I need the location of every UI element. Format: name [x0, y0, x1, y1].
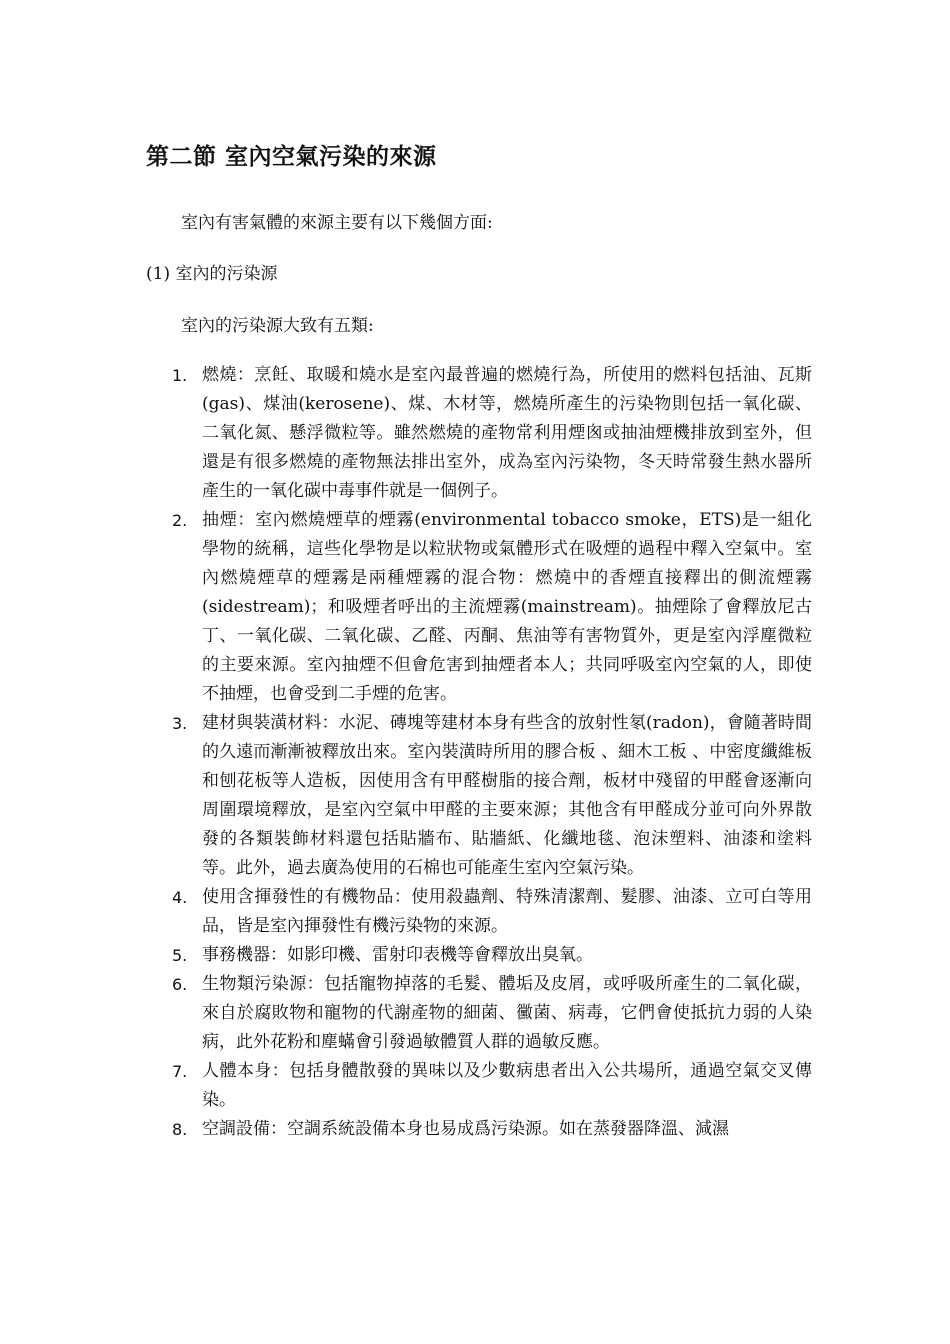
intro-paragraph: 室內有害氣體的來源主要有以下幾個方面:	[181, 213, 493, 233]
section-title: 第二節 室內空氣污染的來源	[146, 143, 437, 170]
list-item-text: 事務機器：如影印機、雷射印表機等會釋放出臭氧。	[202, 945, 593, 965]
pollution-source-list	[172, 361, 812, 1144]
list-item	[172, 1115, 812, 1144]
list-item	[172, 506, 812, 709]
list-item-number: 1.	[172, 366, 188, 385]
list-item-number: 2.	[172, 511, 188, 530]
list-item-number: 8.	[172, 1120, 188, 1139]
list-item-text: 抽煙：室內燃燒煙草的煙霧(environmental tobacco smoke，ETS)是一組化學物的統稱，這些化學物是以粒狀物或氣體形式在吸煙的過程中釋入空氣中。室內燃燒煙草的煙霧是兩種煙霧的混合物：燃燒中的香煙直接釋出的側流煙霧(sidestream)；和吸煙者呼出的主流煙霧(mainstream)。抽煙除了會釋放尼古丁、一氧化碳、二氧化碳、乙醛、丙酮、焦油等有害物質外，更是室內浮塵微粒的主要來源。室內抽煙不但會危害到抽煙者本人；共同呼吸室內空氣的人，即使不抽煙，也會受到二手煙的危害。	[202, 510, 812, 704]
list-item-number: 5.	[172, 946, 188, 965]
list-item	[172, 970, 812, 1057]
subsection-intro: 室內的污染源大致有五類:	[181, 316, 374, 336]
list-item-text: 燃燒：烹飪、取暖和燒水是室內最普遍的燃燒行為，所使用的燃料包括油、瓦斯(gas)、煤油(kerosene)、煤、木材等，燃燒所產生的污染物則包括一氧化碳、二氧化氮、懸浮微粒等。雖然燃燒的產物常利用煙囪或抽油煙機排放到室外，但還是有很多燃燒的產物無法排出室外，成為室內污染物，冬天時常發生熱水器所產生的一氧化碳中毒事件就是一個例子。	[202, 365, 812, 501]
list-item	[172, 361, 812, 506]
subsection-heading: (1) 室內的污染源	[146, 264, 278, 284]
list-item-text: 使用含揮發性的有機物品：使用殺蟲劑、特殊清潔劑、髮膠、油漆、立可白等用品，皆是室內揮發性有機污染物的來源。	[202, 887, 812, 936]
list-item-number: 4.	[172, 888, 188, 907]
list-item-text: 建材與裝潢材料：水泥、磚塊等建材本身有些含的放射性氡(radon)，會隨著時間的久遠而漸漸被釋放出來。室內裝潢時所用的膠合板 、細木工板 、中密度纖維板和刨花板等人造板，因使用含有甲醛樹脂的接合劑，板材中殘留的甲醛會逐漸向周圍環境釋放，是室內空氣中甲醛的主要來源；其他含有甲醛成分並可向外界散發的各類裝飾材料還包括貼牆布、貼牆紙、化纖地毯、泡沫塑料、油漆和塗料等。此外，過去廣為使用的石棉也可能產生室內空氣污染。	[202, 713, 812, 878]
list-item	[172, 941, 812, 970]
list-item	[172, 883, 812, 941]
list-item-text: 人體本身：包括身體散發的異味以及少數病患者出入公共場所，通過空氣交叉傳染。	[202, 1061, 812, 1110]
list-item	[172, 1057, 812, 1115]
list-item-number: 6.	[172, 975, 188, 994]
list-item-number: 3.	[172, 714, 188, 733]
list-item-text: 生物類污染源：包括寵物掉落的毛髮、體垢及皮屑，或呼吸所產生的二氧化碳，來自於腐敗物和寵物的代謝產物的細菌、黴菌、病毒，它們會使抵抗力弱的人染病，此外花粉和塵蟎會引發過敏體質人群的過敏反應。	[202, 974, 812, 1052]
list-item	[172, 709, 812, 883]
list-item-number: 7.	[172, 1062, 188, 1081]
list-item-text: 空調設備：空調系統設備本身也易成爲污染源。如在蒸發器降溫、減濕	[202, 1119, 729, 1139]
